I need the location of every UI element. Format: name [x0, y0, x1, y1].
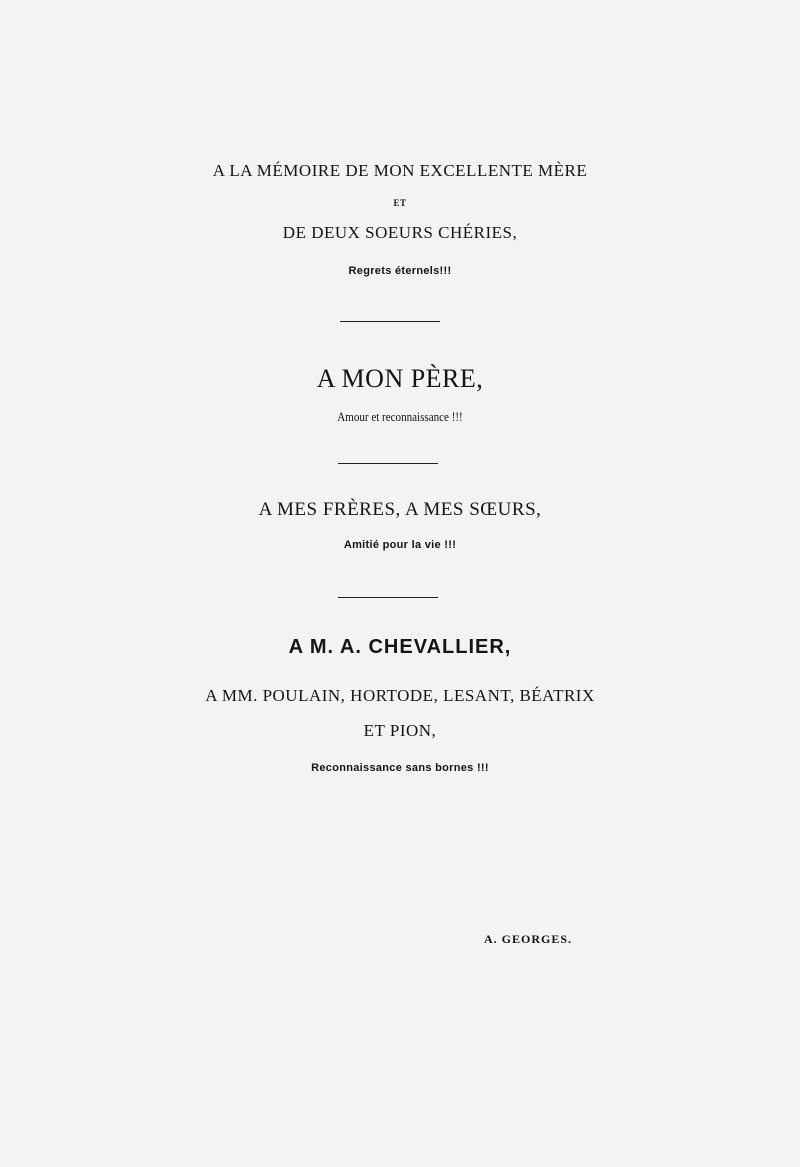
- signature: A. GEORGES.: [484, 932, 573, 946]
- dedication-pion-sub: Reconnaissance sans bornes !!!: [311, 762, 489, 774]
- dedication-chevallier: A M. A. CHEVALLIER,: [288, 636, 512, 658]
- dedication-pion: ET PION,: [363, 721, 437, 740]
- divider-rule-2: [338, 463, 438, 464]
- dedication-sisters: DE DEUX SOEURS CHÉRIES,: [282, 223, 518, 242]
- dedication-father: A MON PÈRE,: [316, 364, 484, 393]
- dedication-mother: A LA MÉMOIRE DE MON EXCELLENTE MÈRE: [212, 161, 588, 180]
- dedication-et: ET: [393, 198, 407, 208]
- dedication-brothers: A MES FRÈRES, A MES SŒURS,: [258, 499, 542, 520]
- divider-rule-3: [338, 597, 438, 598]
- divider-rule-1: [340, 321, 440, 322]
- dedication-names: A MM. POULAIN, HORTODE, LESANT, BÉATRIX: [205, 686, 595, 705]
- dedication-brothers-sub: Amitié pour la vie !!!: [343, 539, 457, 551]
- dedication-regrets: Regrets éternels!!!: [348, 265, 452, 277]
- dedication-father-sub: Amour et reconnaissance !!!: [337, 409, 463, 424]
